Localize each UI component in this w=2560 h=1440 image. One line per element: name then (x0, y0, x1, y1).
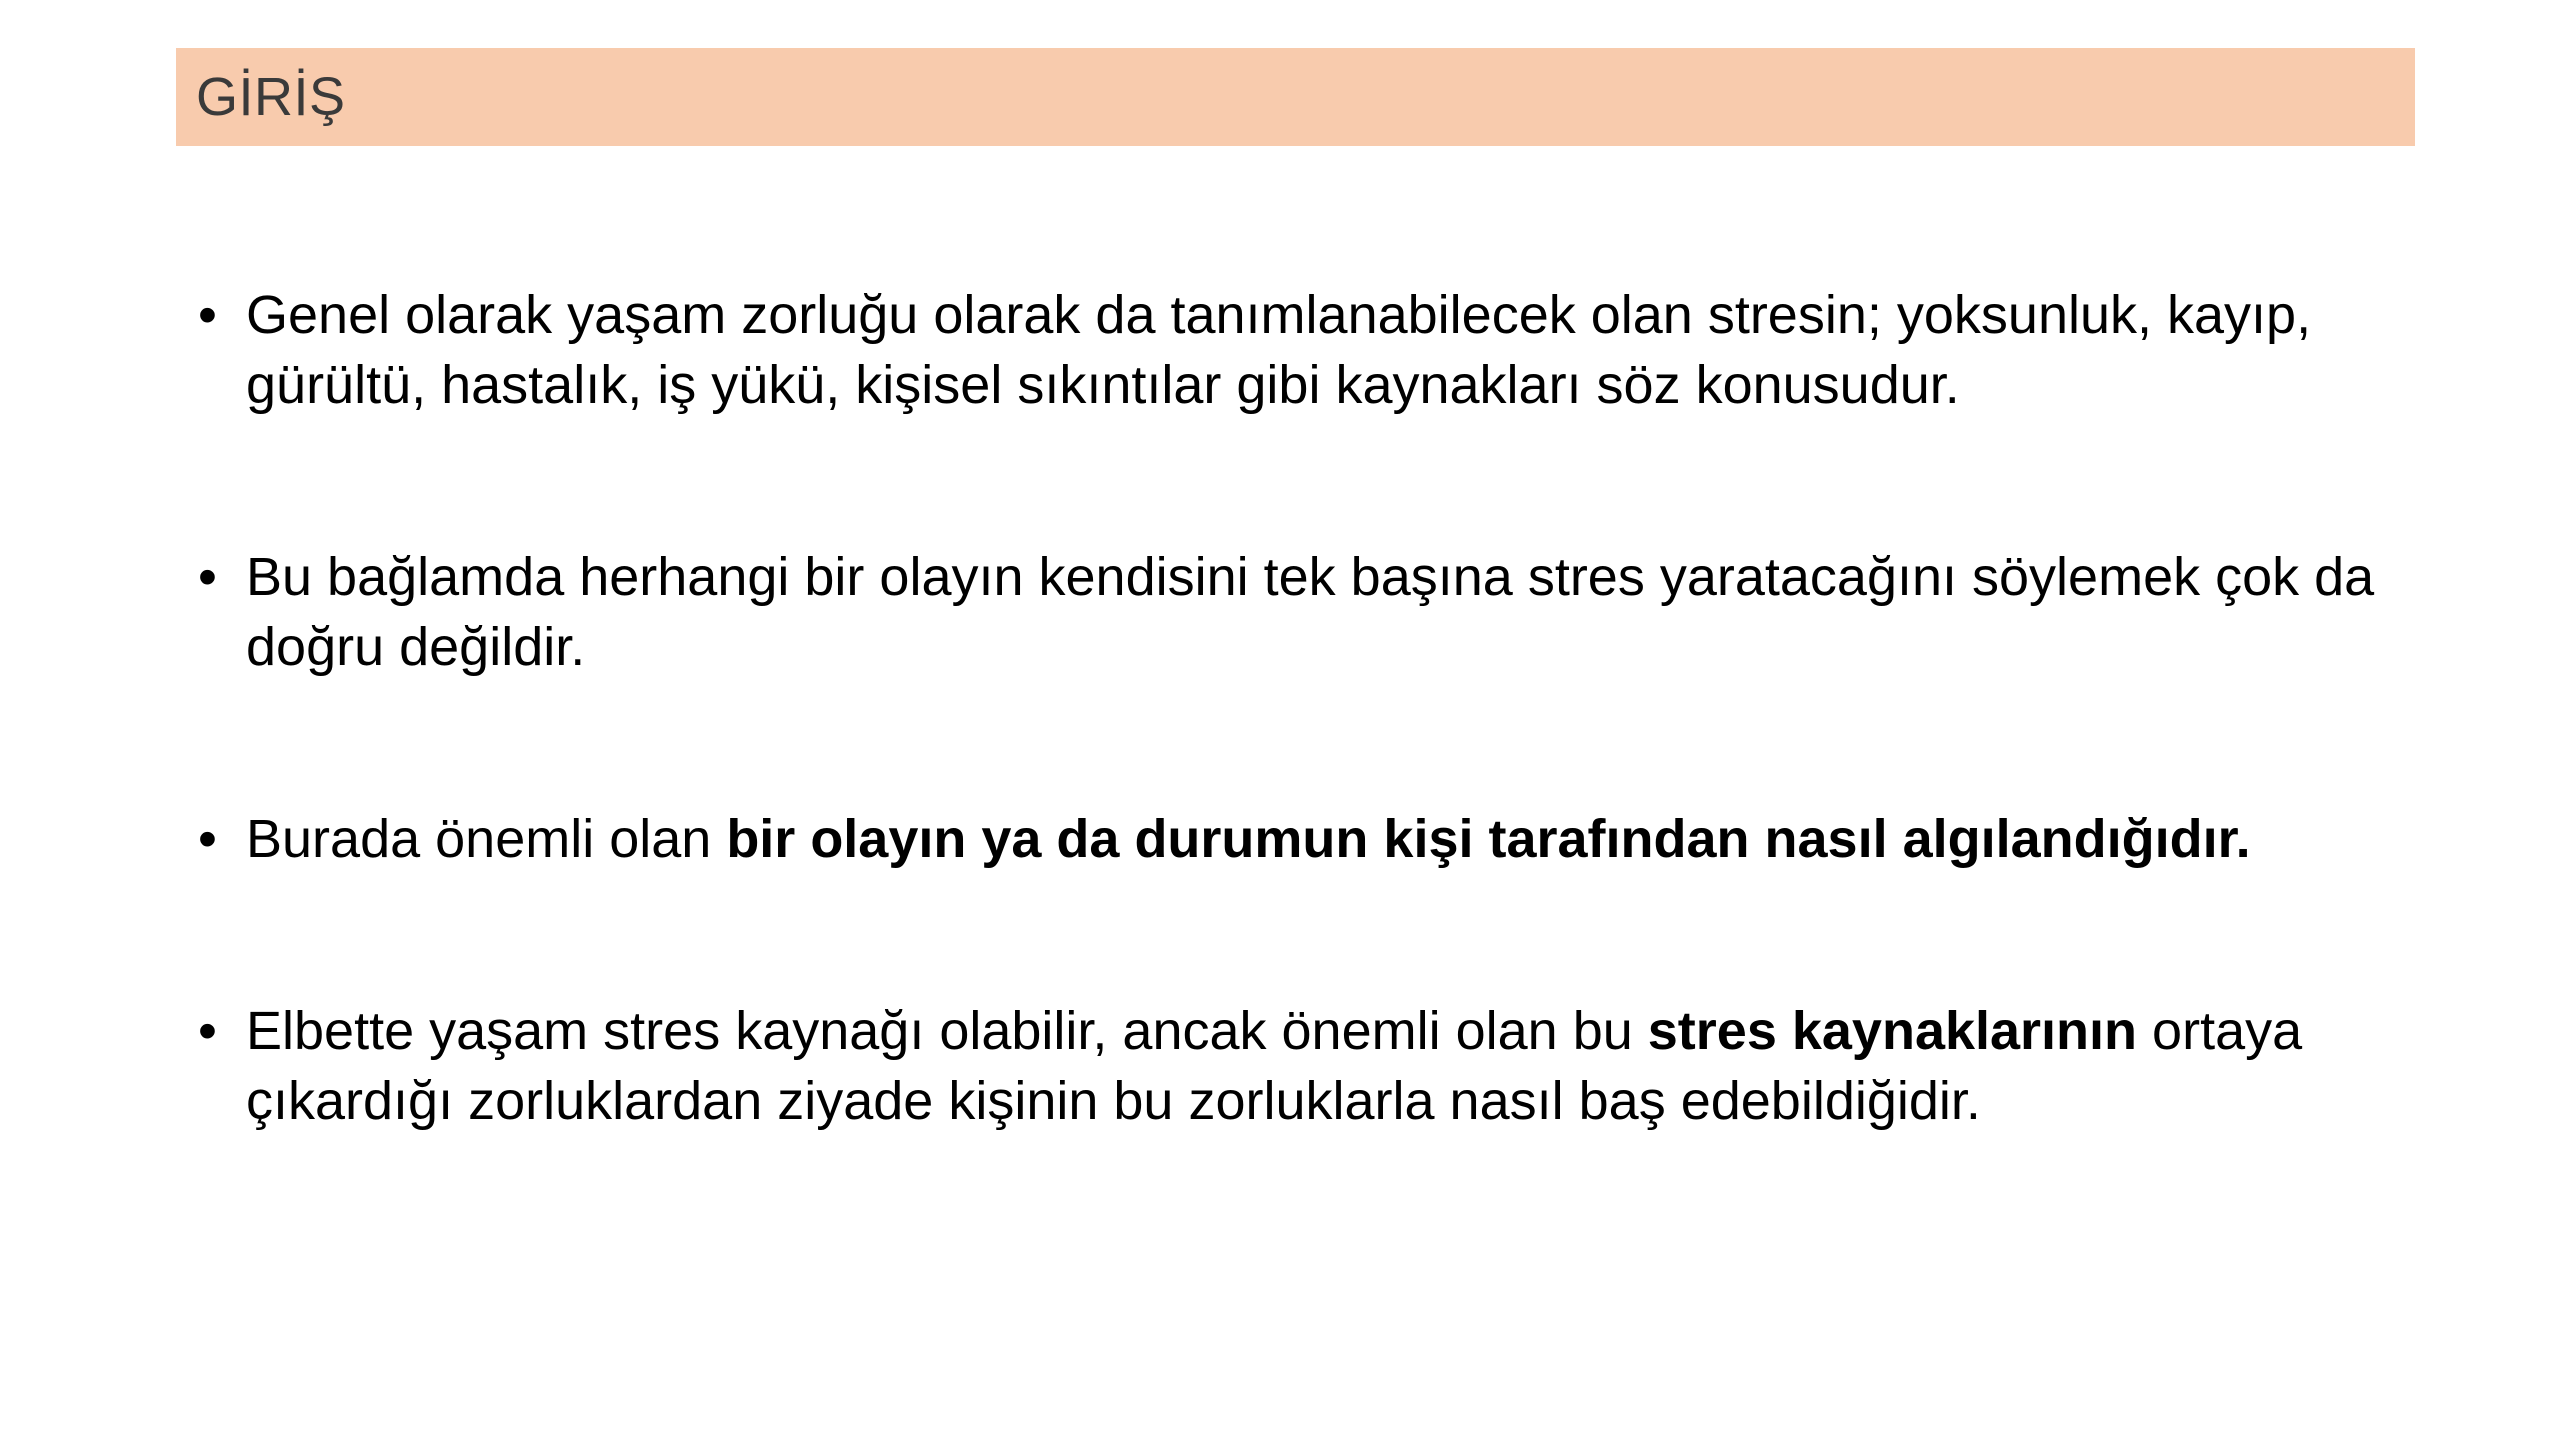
bullet-text: Bu bağlamda herhangi bir olayın kendisini tek başına stres yaratacağını söylemek çok da doğru değildir. (246, 547, 2375, 677)
bullet-text-plain: Burada önemli olan (246, 809, 727, 869)
bullet-item (196, 804, 2416, 874)
bullet-text (246, 804, 2416, 874)
bullet-text (246, 996, 2416, 1136)
bullet-text-bold: stres kaynaklarının (1647, 1001, 2138, 1061)
bullet-text-plain: Elbette yaşam stres kaynağı olabilir, ancak önemli olan bu (246, 1001, 1648, 1061)
bullet-marker: • (198, 547, 217, 607)
bullet-marker: • (198, 809, 217, 869)
bullet-item (196, 996, 2416, 1136)
bullet-text-bold: bir olayın ya da durumun kişi tarafından nasıl algılandığıdır. (726, 809, 2251, 869)
bullet-marker: • (198, 285, 217, 345)
title-bar (176, 48, 2415, 146)
bullet-item (196, 280, 2416, 420)
bullet-text: Genel olarak yaşam zorluğu olarak da tanımlanabilecek olan stresin; yoksunluk, kayıp, gürültü, hastalık, iş yükü, kişisel sıkıntılar gibi kaynakları söz konusudur. (246, 285, 2312, 415)
slide-title: GİRİŞ (196, 67, 346, 127)
bullet-item (196, 542, 2416, 682)
bullet-text-plain-after: ortaya çıkardığı zorluklardan ziyade kişinin bu zorluklarla nasıl baş edebildiğidir. (246, 1001, 2303, 1131)
bullet-marker: • (198, 1001, 217, 1061)
